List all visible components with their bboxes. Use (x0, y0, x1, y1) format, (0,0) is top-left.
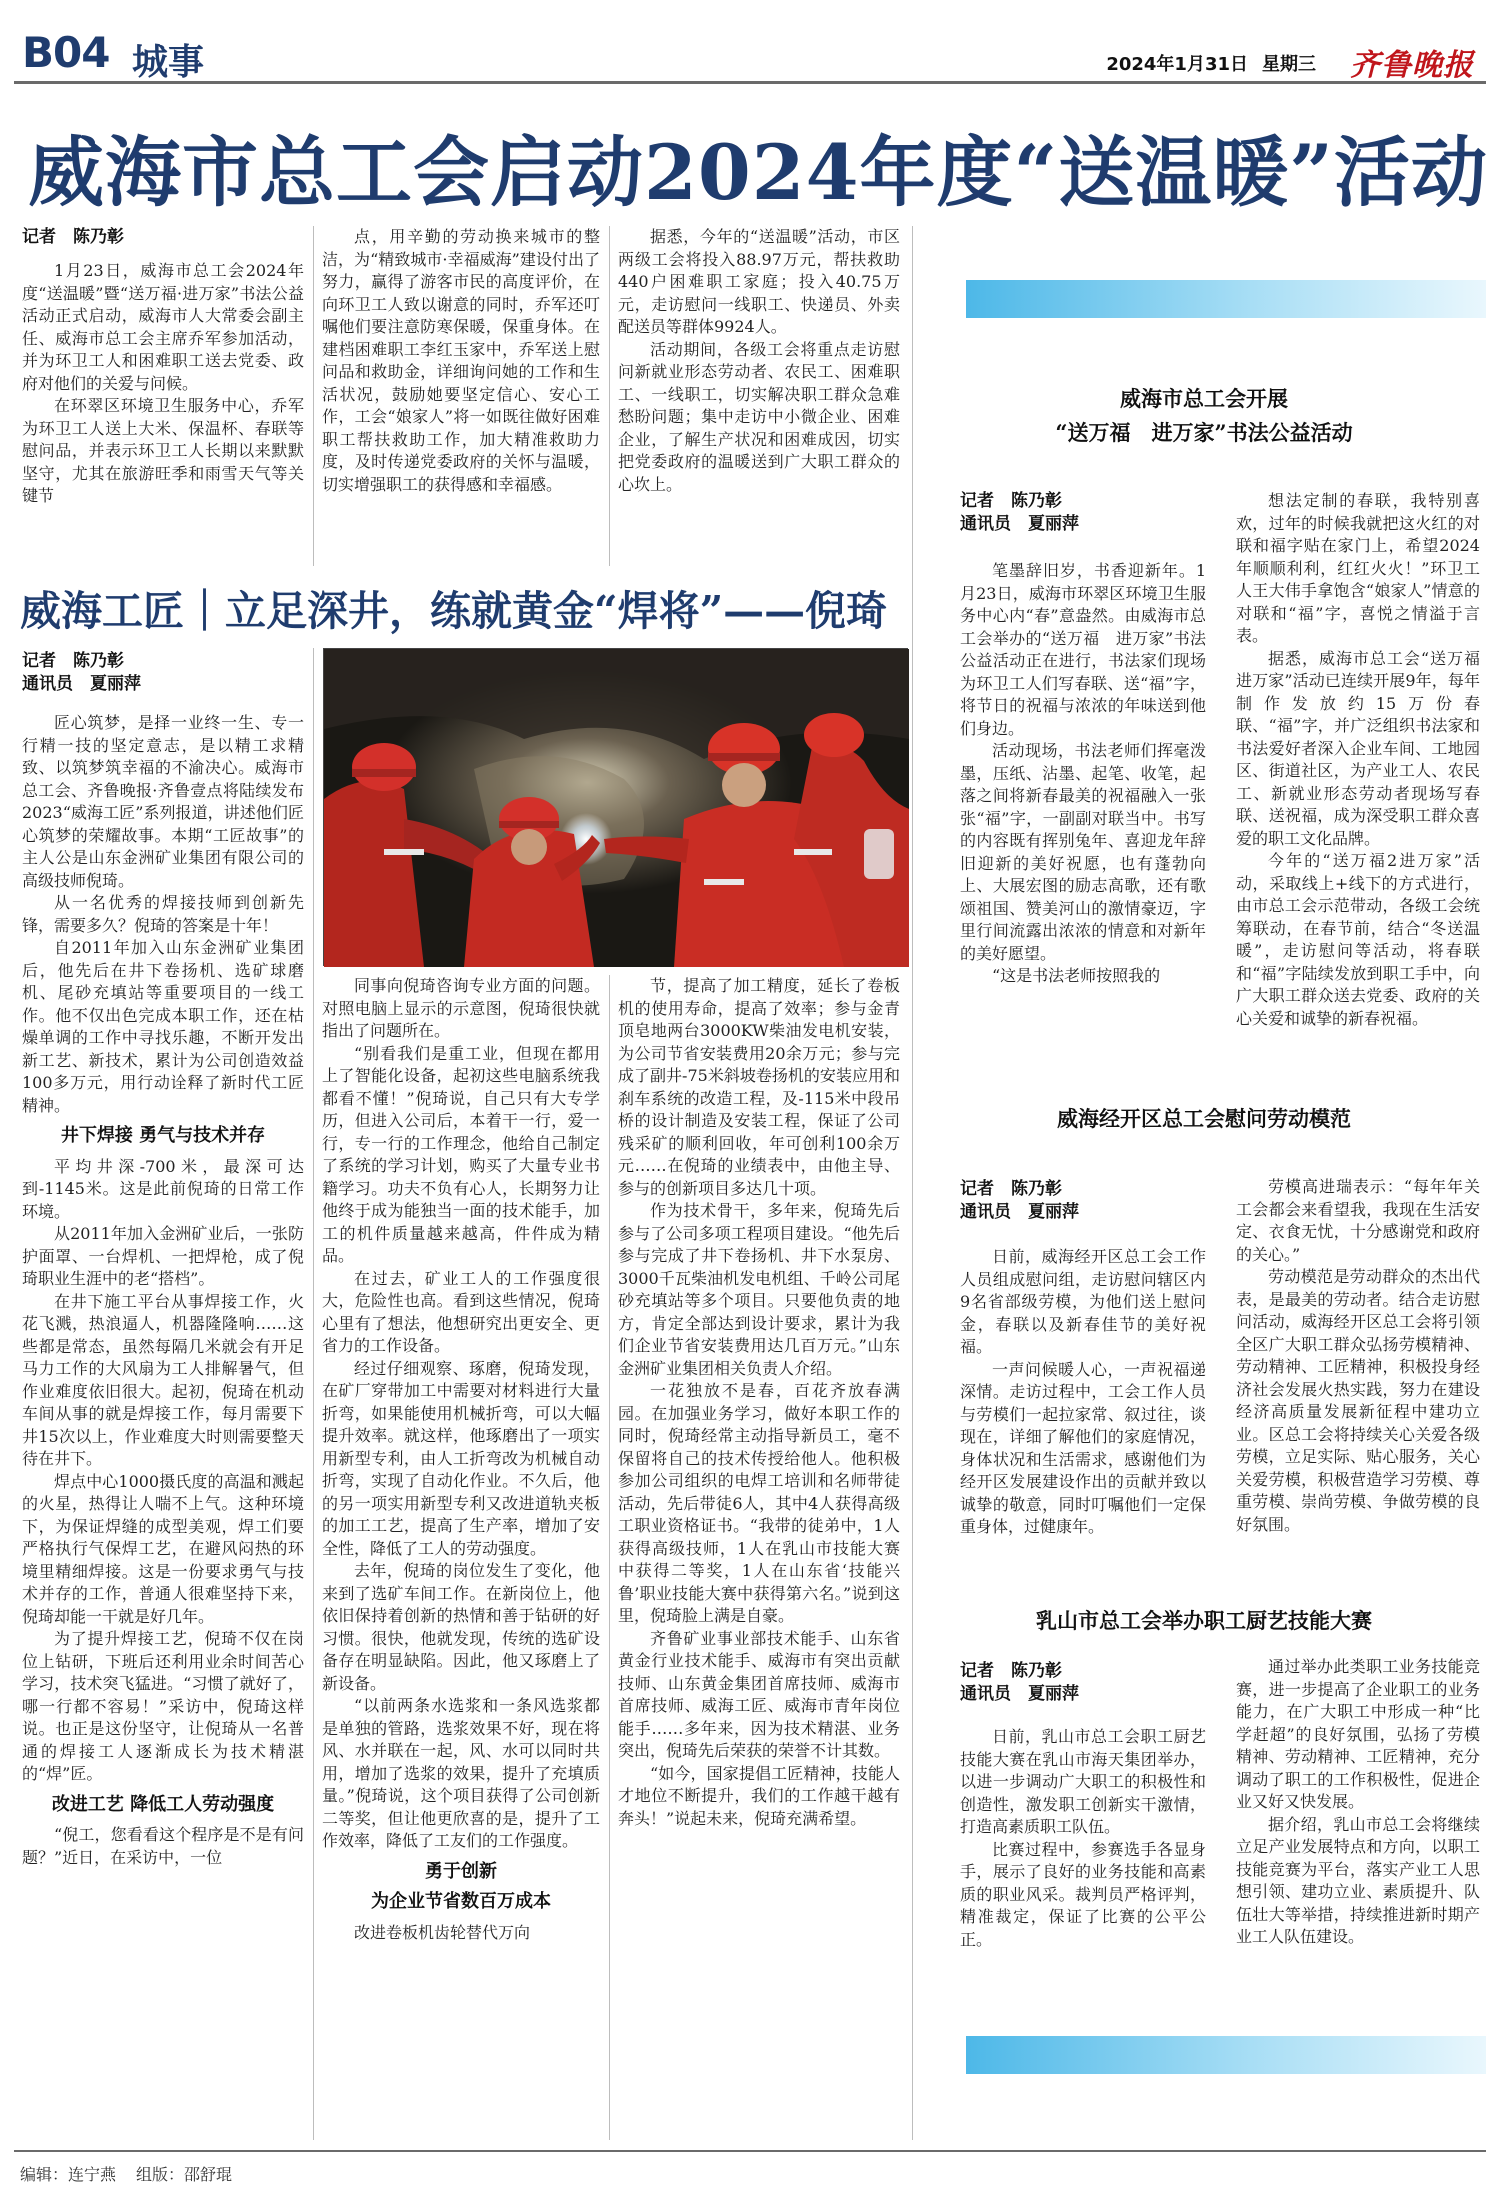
miners-welding-photo (324, 649, 909, 967)
paragraph: 日前，威海经开区总工会工作人员组成慰问组，走访慰问辖区内9名省部级劳模，为他们送上慰问金，春联以及新春佳节的美好祝福。 (960, 1247, 1206, 1356)
paragraph: 为了提升焊接工艺，倪琦不仅在岗位上钻研，下班后还利用业余时间苦心学习，技术突飞猛进。“习惯了就好了，哪一行都不容易！”采访中，倪琦这样说。也正是这份坚守，让倪琦从一名普通的焊接工人逐渐成长为技术精湛的“焊”匠。 (22, 1629, 304, 1783)
paragraph: 在井下施工平台从事焊接工作，火花飞溅，热浪逼人，机器隆隆响……这些都是常态，虽然每隔几米就会有开足马力工作的大风扇为工人排解暑气，但作业难度依旧很大。起初，倪琦在机动车间从事的就是焊接工作，每月需要下井15次以上，作业难度大时则需要整天待在井下。 (22, 1291, 304, 1468)
sidebar-story1-reporter: 记者 陈乃彰 (960, 491, 1062, 511)
paragraph: “这是书法老师按照我的 (992, 966, 1161, 985)
section-name: 城事 (132, 42, 205, 83)
column-divider (313, 226, 314, 566)
lead-column-2 (322, 226, 600, 566)
paragraph: 通过举办此类职工业务技能竞赛，进一步提高了企业职工的业务能力，在广大职工中形成一种“比学赶超”的良好氛围，弘扬了劳模精神、劳动精神、工匠精神，充分调动了职工的工作积极性，促进企业又好又快发展。 (1236, 1657, 1480, 1811)
subheading: 为企业节省数百万成本 (371, 1891, 551, 1912)
sidebar-story3-correspondent: 通讯员 夏丽萍 (960, 1684, 1079, 1704)
paragraph: 活动期间，各级工会将重点走访慰问新就业形态劳动者、农民工、困难职工、一线职工，切实解决职工群众急难愁盼问题；集中走访中小微企业、困难企业，了解生产状况和困难成因，切实把党委政府的温暖送到广大职工群众的心坎上。 (618, 339, 900, 494)
paragraph: 平均井深-700米，最深可达到-1145米。这是此前倪琦的日常工作环境。 (22, 1156, 304, 1221)
lead-column-3 (618, 226, 900, 566)
sidebar-top-bar (966, 280, 1486, 318)
sidebar-story2-reporter: 记者 陈乃彰 (960, 1179, 1062, 1199)
feature-headline: 威海工匠｜立足深井，练就黄金“焊将”——倪琦 (20, 587, 888, 635)
paragraph: 据悉，威海市总工会“送万福 进万家”活动已连续开展9年，每年制作发放约15万份春联、“福”字，并广泛组织书法家和书法爱好者深入企业车间、工地园区、街道社区，为产业工人、农民工、新就业形态劳动者现场写春联、送祝福，成为深受职工群众喜爱的职工文化品牌。 (1236, 648, 1497, 848)
feature-column-3 (618, 975, 900, 2140)
paragraph: 一花独放不是春，百花齐放春满园。在加强业务学习，做好本职工作的同时，倪琦经常主动指导新员工，毫不保留将自己的技术传授给他人。他积极参加公司组织的电焊工培训和名师带徒活动，先后带徒6人，其中4人获得高级工职业资格证书。“我带的徒弟中，1人获得高级技师，1人在乳山市技能大赛中获得二等奖，1人在山东省‘技能兴鲁’职业技能大赛中获得第六名。”说到这里，倪琦脸上满是自豪。 (618, 1381, 900, 1625)
paragraph: 从一名优秀的焊接技师到创新先锋，需要多久？倪琦的答案是十年！ (22, 893, 304, 935)
paragraph: 从2011年加入金洲矿业后，一张防护面罩、一台焊机、一把焊枪，成了倪琦职业生涯中的老“搭档”。 (22, 1224, 304, 1288)
feature-column-1 (22, 712, 304, 2140)
issue-date (1092, 50, 1316, 76)
paragraph: 劳动模范是劳动群众的杰出代表，是最美的劳动者。结合走访慰问活动，威海经开区总工会将引领全区广大职工群众弘扬劳模精神、劳动精神、工匠精神，积极投身经济社会发展火热实践，努力在建设经济高质量发展新征程中建功立业。区总工会将持续关心关爱各级劳模，立足实际、贴心服务，关心关爱劳模，积极营造学习劳模、尊重劳模、崇尚劳模、争做劳模的良好氛围。 (1236, 1267, 1480, 1534)
lead-headline: 威海市总工会启动2024年度“送温暖”活动 (28, 128, 1488, 217)
paragraph: “以前两条水选浆和一条风选浆都是单独的管路，选浆效果不好，现在将风、水并联在一起，风、水可以同时共用，增加了选浆的效果，提升了充填质量。”倪琦说，这个项目获得了公司创新二等奖，但让他更欣喜的是，提升了工作效率，降低了工友们的工作强度。 (322, 1696, 600, 1850)
paragraph: “别看我们是重工业，但现在都用上了智能化设备，起初这些电脑系统我都看不懂！”倪琦说，自己只有大专学历，但进入公司后，本着干一行，爱一行，专一行的工作理念，他给自己制定了系统的学习计划，购买了大量专业书籍学习。功夫不负有心人，长期努力让他终于成为能独当一面的技术能手，加工的机件质量越来越高，件件成为精品。 (322, 1043, 600, 1265)
weekday-text: 星期三 (1262, 54, 1316, 75)
sidebar-story2-correspondent: 通讯员 夏丽萍 (960, 1202, 1079, 1222)
lead-column-1 (22, 260, 304, 566)
paragraph: 今年的“送万福2进万家”活动，采取线上+线下的方式进行，由市总工会示范带动，各级工会统筹联动，在春节前，结合“冬送温暖”，走访慰问等活动，将春联和“福”字陆续发放到职工手中，向广大职工群众送去党委、政府的关心关爱和诚挚的新春祝福。 (1236, 851, 1480, 1028)
feature-byline-reporter: 记者 陈乃彰 (22, 651, 124, 671)
column-divider (609, 226, 610, 566)
layout-credit: 组版：邵舒琨 (136, 2165, 233, 2184)
paragraph: 焊点中心1000摄氏度的高温和溅起的火星，热得让人喘不上气。这种环境下，为保证焊缝的成型美观，焊工们要严格执行气保焊工艺，在避风闷热的环境里精细焊接。这是一份要求勇气与技术并存的工作，普通人很难坚持下来，倪琦却能一干就是好几年。 (22, 1471, 304, 1626)
subheading: 勇于创新 (425, 1860, 497, 1882)
date-text: 2024年1月31日 (1106, 54, 1248, 75)
editor-credit: 编辑：连宁燕 (20, 2165, 117, 2184)
sidebar-divider (912, 226, 913, 2140)
sidebar-story1-column-1 (960, 560, 1206, 1060)
footer-rule (14, 2150, 1486, 2152)
paragraph: 在环翠区环境卫生服务中心，乔军为环卫工人送上大米、保温杯、春联等慰问品，并表示环卫工人长期以来默默坚守，尤其在旅游旺季和雨雪天气等关键节 (22, 396, 304, 505)
paragraph: 去年，倪琦的岗位发生了变化，他来到了选矿车间工作。在新岗位上，他依旧保持着创新的热情和善于钻研的好习惯。很快，他就发现，传统的选矿设备存在明显缺陷。因此，他又琢磨上了新设备。 (322, 1561, 600, 1693)
sidebar-story3-column-1 (960, 1726, 1206, 2026)
paragraph: 齐鲁矿业事业部技术能手、山东省黄金行业技术能手、威海市有突出贡献技师、山东黄金集团首席技师、威海市首席技师、威海工匠、威海市青年岗位能手……多年来，因为技术精湛、业务突出，倪琦先后荣获的荣誉不计其数。 (618, 1628, 900, 1760)
paragraph: 笔墨辞旧岁，书香迎新年。1月23日，威海市环翠区环境卫生服务中心内“春”意盎然。由威海市总工会举办的“送万福 进万家”书法公益活动正在进行，书法家们现场为环卫工人们写春联、送“福”字，将节日的祝福与浓浓的年味送到他们身边。 (960, 561, 1206, 738)
paragraph: 活动现场，书法老师们挥毫泼墨，压纸、沾墨、起笔、收笔，起落之间将新春最美的祝福融入一张张“福”字，一副副对联当中。书写的内容既有挥别兔年、喜迎龙年辞旧迎新的美好祝愿，也有蓬勃向上、大展宏图的励志高歌，还有歌颂祖国、赞美河山的激情豪迈，字里行间流露出浓浓的情意和对新年的美好愿望。 (960, 741, 1206, 963)
paragraph: 自2011年加入山东金洲矿业集团后，他先后在井下卷扬机、选矿球磨机、尾砂充填站等重要项目的一线工作。他不仅出色完成本职工作，还在枯燥单调的工作中寻找乐趣，不断开发出新工艺、新技术，累计为公司创造效益100多万元，用行动诠释了新时代工匠精神。 (22, 938, 304, 1115)
paragraph: 据介绍，乳山市总工会将继续立足产业发展特点和方向，以职工技能竞赛为平台，落实产业工人思想引领、建功立业、素质提升、队伍壮大等举措，持续推进新时期产业工人队伍建设。 (1236, 1814, 1480, 1946)
footer-credits (20, 2162, 252, 2185)
paragraph: 劳模高进瑞表示：“每年年关工会都会来看望我，我现在生活安定、衣食无忧，十分感谢党和政府的关心。” (1236, 1177, 1480, 1264)
page-header (14, 26, 1486, 84)
paragraph: 改进卷板机齿轮替代万向 (354, 1922, 531, 1942)
paragraph: 比赛过程中，参赛选手各显身手，展示了良好的业务技能和高素质的职业风采。裁判员严格评判，精准裁定，保证了比赛的公平公正。 (960, 1839, 1206, 1949)
paragraph: 点，用辛勤的劳动换来城市的整洁，为“精致城市·幸福威海”建设付出了努力，赢得了游客市民的高度评价，在向环卫工人致以谢意的同时，乔军还叮嘱他们要注意防寒保暖，保重身体。在建档困难职工李红玉家中，乔军送上慰问品和救助金，详细询问她的工作和生活状况，鼓励她要坚定信心、安心工作，工会“娘家人”将一如既往做好困难职工帮扶救助工作，加大精准救助力度，及时传递党委政府的关怀与温暖，切实增强职工的获得感和幸福感。 (322, 227, 600, 494)
paragraph: 同事向倪琦咨询专业方面的问题。对照电脑上显示的示意图，倪琦很快就指出了问题所在。 (322, 976, 600, 1040)
column-divider (609, 975, 610, 2140)
paragraph: 一声问候暖人心，一声祝福递深情。走访过程中，工会工作人员与劳模们一起拉家常、叙过往，谈现在，详细了解他们的家庭情况，身体状况和生活需求，感谢他们为经开区发展建设作出的贡献并致以诚挚的敬意，同时叮嘱他们一定保重身体，过健康年。 (960, 1359, 1206, 1536)
sidebar-story1-correspondent: 通讯员 夏丽萍 (960, 514, 1079, 534)
sidebar-story3-reporter: 记者 陈乃彰 (960, 1661, 1062, 1681)
sidebar-story1-column-2 (1236, 490, 1497, 1060)
paragraph: 作为技术骨干，多年来，倪琦先后参与了公司多项工程项目建设。“他先后参与完成了井下卷扬机、井下水泵房、3000千瓦柴油机发电机组、千岭公司尾砂充填站等多个项目。只要他负责的地方，肯定全部达到设计要求，累计为我们企业节省安装费用达几百万元。”山东金洲矿业集团相关负责人介绍。 (618, 1201, 900, 1378)
paragraph: 经过仔细观察、琢磨，倪琦发现，在矿厂穿带加工中需要对材料进行大量折弯，如果能使用机械折弯，可以大幅提升效率。就这样，他琢磨出了一项实用新型专利，由人工折弯改为机械自动折弯，实现了自动化作业。不久后，他的另一项实用新型专利又改进道轨夹板的加工工艺，提高了生产率，增加了安全性，降低了工人的劳动强度。 (322, 1358, 600, 1558)
paragraph: 在过去，矿业工人的工作强度很大，危险性也高。看到这些情况，倪琦心里有了想法，他想研究出更安全、更省力的工作设备。 (322, 1268, 600, 1355)
paragraph: 节，提高了加工精度，延长了卷板机的使用寿命，提高了效率；参与金青顶皂地两台3000KW柴油发电机安装，为公司节省安装费用20余万元；参与完成了副井-75米斜坡卷扬机的安装应用和刹车系统的改造工程，及-115米中段吊桥的设计制造及安装工程，保证了公司残采矿的顺利回收，年可创利100余万元……在倪琦的业绩表中，由他主导、参与的创新项目多达几十项。 (618, 976, 900, 1198)
paragraph: “倪工，您看看这个程序是不是有问题？”近日，在采访中，一位 (22, 1825, 304, 1867)
feature-photo (323, 648, 908, 966)
newspaper-logo: 齐鲁晚报 (1350, 48, 1474, 83)
sidebar-story1-title-line1: 威海市总工会开展 (1120, 386, 1288, 411)
sidebar-story3-column-2 (1236, 1656, 1480, 2026)
paragraph: 日前，乳山市总工会职工厨艺技能大赛在乳山市海天集团举办，以进一步调动广大职工的积极性和创造性，激发职工创新实干激情，打造高素质职工队伍。 (960, 1727, 1206, 1836)
feature-column-2 (322, 975, 600, 2140)
feature-byline-correspondent: 通讯员 夏丽萍 (22, 674, 141, 694)
paragraph: 想法定制的春联，我特别喜欢，过年的时候我就把这火红的对联和福字贴在家门上，希望2024年顺顺利利，红红火火！”环卫工人王大伟手拿饱含“娘家人”情意的对联和“福”字，喜悦之情溢于言表。 (1236, 491, 1480, 645)
paragraph: 1月23日，威海市总工会2024年度“送温暖”暨“送万福·进万家”书法公益活动正式启动，威海市人大常委会副主任、威海市总工会主席乔军参加活动，并为环卫工人和困难职工送去党委、政府对他们的关爱与问候。 (22, 261, 304, 393)
subheading: 改进工艺 降低工人劳动强度 (51, 1793, 275, 1815)
subheading: 井下焊接 勇气与技术并存 (60, 1125, 266, 1146)
column-divider (313, 648, 314, 2140)
sidebar-story3-title: 乳山市总工会举办职工厨艺技能大赛 (1036, 1608, 1372, 1633)
sidebar-story1-title-line2: “送万福 进万家”书法公益活动 (1055, 420, 1353, 445)
paragraph: “如今，国家提倡工匠精神，技能人才地位不断提升，我们的工作越干越有奔头！”说起未来，倪琦充满希望。 (618, 1763, 900, 1828)
page-number: B04 (22, 28, 110, 77)
paragraph: 匠心筑梦，是择一业终一生、专一行精一技的坚定意志，是以精工求精致、以筑梦筑幸福的不渝决心。威海市总工会、齐鲁晚报·齐鲁壹点将陆续发布2023“威海工匠”系列报道，讲述他们匠心筑梦的荣耀故事。本期“工匠故事”的主人公是山东金洲矿业集团有限公司的高级技师倪琦。 (22, 713, 304, 890)
lead-byline: 记者 陈乃彰 (22, 227, 124, 247)
sidebar-story2-title: 威海经开区总工会慰问劳动模范 (1057, 1106, 1351, 1131)
sidebar-story2-column-1 (960, 1246, 1206, 1620)
sidebar-bottom-bar (966, 2036, 1486, 2074)
sidebar-story2-column-2 (1236, 1176, 1480, 1620)
paragraph: 据悉，今年的“送温暖”活动，市区两级工会将投入88.97万元，帮扶救助440户困难职工家庭；投入40.75万元，走访慰问一线职工、快递员、外卖配送员等群体9924人。 (618, 227, 900, 336)
